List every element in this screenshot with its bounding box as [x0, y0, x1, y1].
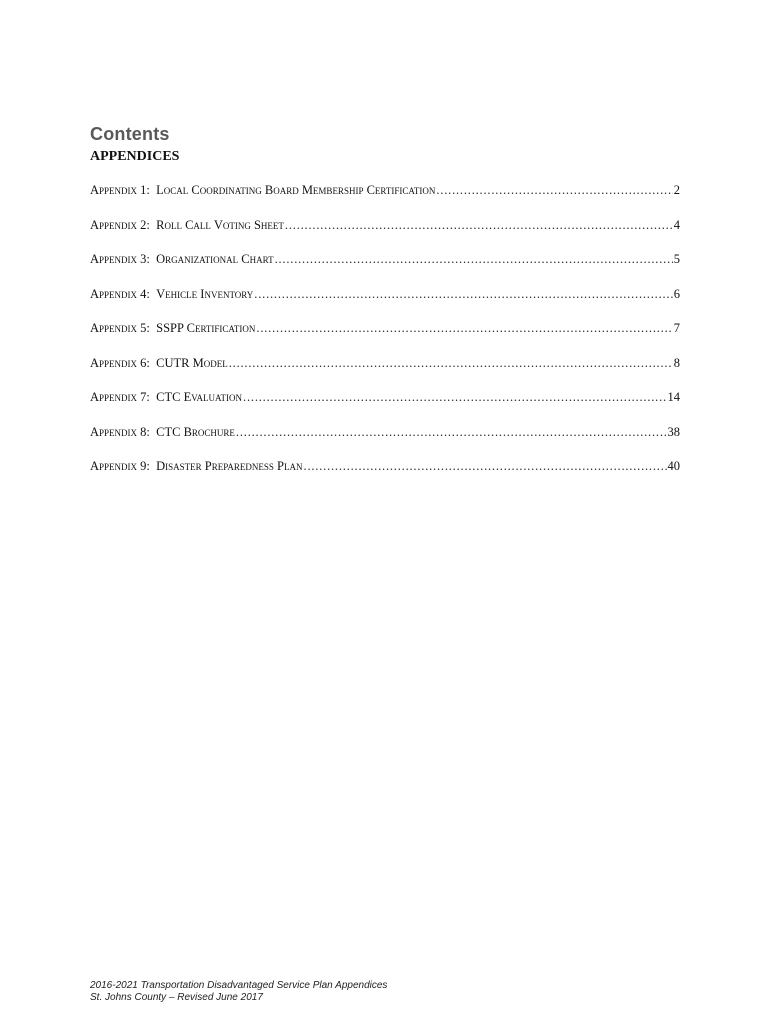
- toc-entry-page: 6: [673, 286, 680, 301]
- toc-dot-leader: [243, 390, 666, 405]
- toc-entry-title: CTC Evaluation: [156, 390, 243, 404]
- toc-entry-label: Appendix 4:: [90, 286, 150, 301]
- toc-dot-leader: [285, 218, 673, 233]
- footer-line-document-title: 2016-2021 Transportation Disadvantaged Service Plan Appendices: [90, 980, 388, 991]
- toc-dot-leader: [236, 425, 667, 440]
- toc-entry-label: Appendix 6:: [90, 355, 150, 370]
- toc-dot-leader: [254, 287, 672, 302]
- table-of-contents: [90, 183, 680, 494]
- toc-entry-label: Appendix 9:: [90, 459, 150, 473]
- toc-entry-appendix-5[interactable]: [90, 321, 680, 356]
- toc-entry-title: Vehicle Inventory: [156, 286, 254, 301]
- toc-entry-title: Roll Call Voting Sheet: [156, 217, 284, 232]
- toc-entry-page: 4: [673, 217, 680, 232]
- toc-entry-appendix-2[interactable]: [90, 218, 680, 253]
- toc-entry-label: Appendix 7:: [90, 390, 150, 404]
- toc-entry-title: Disaster Preparedness Plan: [156, 459, 303, 473]
- page-footer: [90, 980, 387, 1004]
- toc-entry-appendix-8[interactable]: [90, 425, 680, 460]
- toc-dot-leader: [436, 183, 672, 198]
- toc-entry-page: 40: [667, 459, 680, 473]
- toc-entry-title: Organizational Chart: [156, 252, 274, 266]
- toc-entry-page: 7: [673, 321, 680, 335]
- toc-entry-appendix-4[interactable]: [90, 287, 680, 322]
- toc-entry-title: Local Coordinating Board Membership Certification: [156, 183, 436, 197]
- toc-dot-leader: [256, 321, 672, 336]
- section-heading: APPENDICES: [90, 149, 180, 164]
- toc-entry-label: Appendix 5:: [90, 321, 150, 335]
- toc-entry-page: 2: [673, 183, 680, 197]
- toc-entry-page: 5: [673, 252, 680, 266]
- toc-entry-title: CUTR Model: [156, 355, 228, 370]
- toc-entry-appendix-1[interactable]: [90, 183, 680, 218]
- toc-entry-page: 38: [667, 424, 680, 439]
- toc-dot-leader: [304, 459, 667, 474]
- toc-entry-title: CTC Brochure: [156, 424, 235, 439]
- toc-entry-page: 8: [673, 355, 680, 370]
- toc-entry-label: Appendix 1:: [90, 183, 150, 197]
- toc-entry-label: Appendix 3:: [90, 252, 150, 266]
- toc-entry-label: Appendix 8:: [90, 424, 150, 439]
- toc-entry-appendix-9[interactable]: [90, 459, 680, 494]
- toc-entry-appendix-7[interactable]: [90, 390, 680, 425]
- toc-dot-leader: [275, 252, 673, 267]
- toc-entry-appendix-6[interactable]: [90, 356, 680, 391]
- toc-entry-page: 14: [667, 390, 680, 404]
- toc-entry-title: SSPP Certification: [156, 321, 256, 335]
- toc-entry-appendix-3[interactable]: [90, 252, 680, 287]
- contents-title: Contents: [90, 124, 170, 144]
- footer-line-county-revision: St. Johns County – Revised June 2017: [90, 992, 263, 1003]
- toc-entry-label: Appendix 2:: [90, 217, 150, 232]
- toc-dot-leader: [229, 356, 673, 371]
